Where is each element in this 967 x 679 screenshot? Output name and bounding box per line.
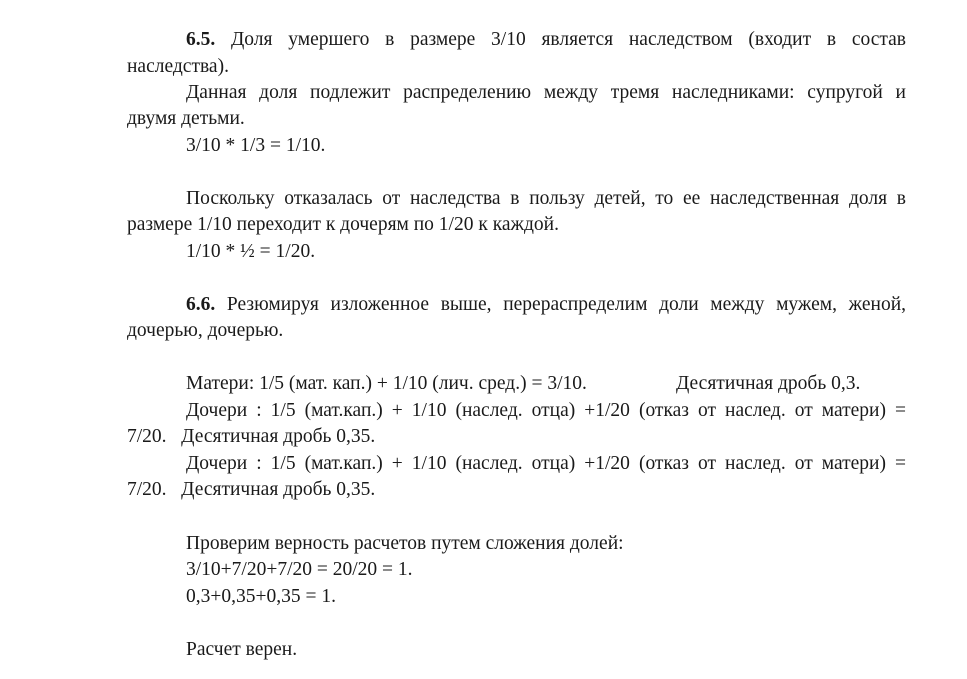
section-number: 6.6. [186, 294, 216, 315]
section-number: 6.5. [186, 29, 216, 50]
section-6-5-line-6: размере 1/10 переходит к дочерям по 1/20 к каждой. [127, 214, 559, 235]
check-intro: Проверим верность расчетов путем сложения долей: [186, 533, 624, 554]
check-fraction: 3/10+7/20+7/20 = 20/20 = 1. [186, 559, 413, 580]
section-6-5-line-4: двумя детьми. [127, 108, 245, 129]
daughter-1-decimal: 7/20. Десятичная дробь 0,35. [127, 426, 376, 447]
formula-1: 3/10 * 1/3 = 1/10. [186, 135, 326, 156]
mother-share: Матери: 1/5 (мат. кап.) + 1/10 (лич. сред.) = 3/10. [186, 373, 587, 394]
daughter-2-decimal: 7/20. Десятичная дробь 0,35. [127, 479, 376, 500]
section-6-5-line-1: 6.5. Доля умершего в размере 3/10 является наследством (входит в состав [186, 29, 906, 50]
daughter-1-share: Дочери : 1/5 (мат.кап.) + 1/10 (наслед. отца) +1/20 (отказ от наслед. от матери) = [186, 400, 906, 421]
section-6-5-line-3: Данная доля подлежит распределению между тремя наследниками: супругой и [186, 82, 906, 103]
formula-2: 1/10 * ½ = 1/20. [186, 241, 316, 262]
check-decimal: 0,3+0,35+0,35 = 1. [186, 586, 336, 607]
section-6-5-line-5: Поскольку отказалась от наследства в пользу детей, то ее наследственная доля в [186, 188, 906, 209]
section-6-6-line-1: 6.6. Резюмируя изложенное выше, перераспределим доли между мужем, женой, [186, 294, 907, 315]
daughter-2-share: Дочери : 1/5 (мат.кап.) + 1/10 (наслед. отца) +1/20 (отказ от наслед. от матери) = [186, 453, 906, 474]
section-6-5-line-2: наследства). [127, 56, 229, 77]
mother-decimal: Десятичная дробь 0,3. [676, 373, 861, 394]
section-6-6-line-2: дочерью, дочерью. [127, 320, 284, 341]
conclusion: Расчет верен. [186, 639, 298, 660]
